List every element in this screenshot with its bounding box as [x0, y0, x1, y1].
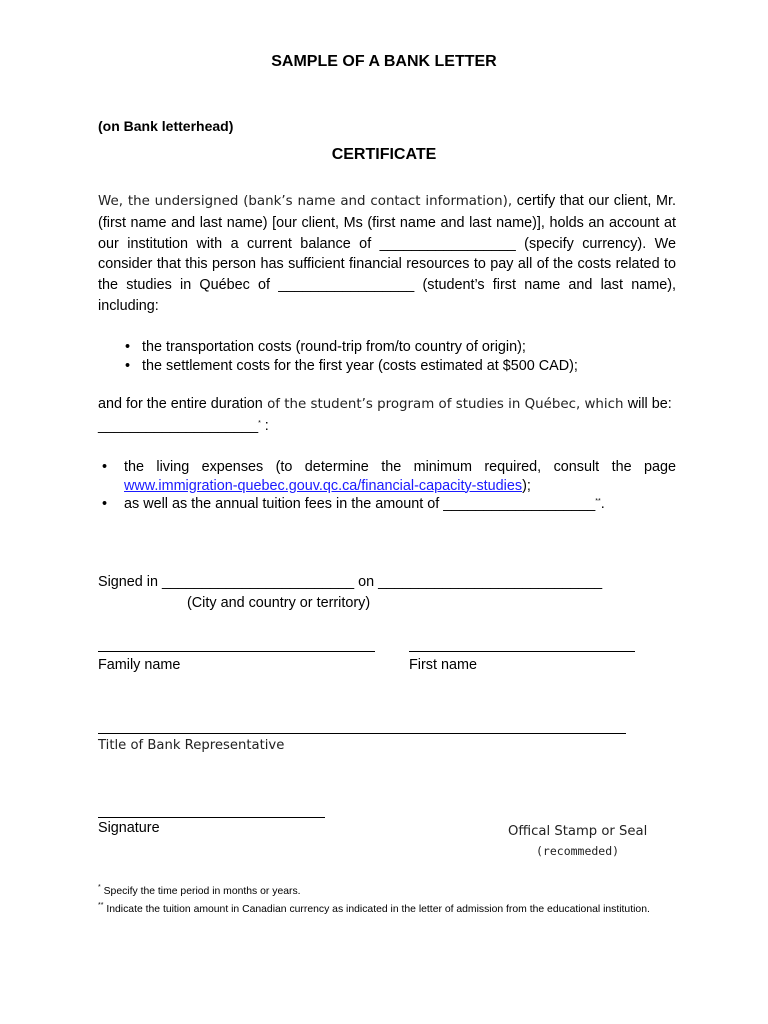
title-of-bank-representative-label: Title of Bank Representative	[98, 738, 285, 753]
footnote-marker: **	[98, 902, 104, 909]
city-country-label: (City and country or territory)	[187, 595, 371, 611]
duration-paragraph	[98, 394, 676, 437]
official-stamp-label: Offical Stamp or Seal	[508, 824, 648, 839]
duration-after: :	[260, 417, 269, 434]
certificate-heading: CERTIFICATE	[331, 146, 437, 163]
tuition-text: as well as the annual tuition fees in the amount of ___________________	[124, 496, 596, 512]
living-expenses-text: the living expenses (to determine the minimum required, consult the page	[124, 459, 676, 475]
paragraph-body: certify that our client, Mr. (first name and last name) [our client, Ms (first name and last name)], holds an account at our institution with a current balance of _________________ (specify currency). We consider that this person has sufficient financial resources to pay all of the costs related to the studies in Québec of _________________ (student’s first name and last name), including:	[98, 193, 677, 314]
family-name-label: Family name	[98, 657, 181, 673]
duration-end: will be:	[627, 396, 672, 412]
first-name-label: First name	[409, 657, 477, 673]
living-expenses-end: );	[522, 477, 531, 494]
capacity-studies-link[interactable]: www.immigration-quebec.gouv.qc.ca/financial-capacity-studies	[124, 477, 523, 494]
footnote-text: Indicate the tuition amount in Canadian currency as indicated in the letter of admission from the educational institution.	[103, 904, 650, 915]
list-item	[124, 495, 676, 514]
family-name-line	[98, 651, 375, 652]
certification-paragraph	[98, 191, 676, 317]
tuition-end: .	[600, 496, 605, 512]
paragraph-lead: We, the undersigned (bank’s name and contact information),	[98, 194, 513, 209]
footnote-marker: *	[98, 884, 101, 891]
list-item	[124, 458, 676, 495]
signature-label: Signature	[98, 820, 160, 836]
costs-list	[142, 338, 682, 375]
list-item: • the settlement costs for the first year (costs estimated at $500 CAD);	[142, 357, 682, 376]
expenses-list	[124, 458, 676, 514]
signature-line	[98, 817, 325, 818]
footnote-2	[98, 902, 676, 917]
list-item: • the transportation costs (round-trip from/to country of origin);	[142, 338, 682, 357]
first-name-line	[409, 651, 635, 652]
footnote-marker: *	[258, 419, 261, 427]
title-line	[98, 733, 626, 734]
letterhead-note: (on Bank letterhead)	[98, 118, 234, 134]
duration-blank: ____________________	[98, 417, 259, 434]
footnote-text: Specify the time period in months or years.	[100, 886, 301, 897]
duration-start: and for the entire duration	[98, 396, 263, 412]
document-title: SAMPLE OF A BANK LETTER	[271, 53, 497, 70]
signed-in-line: Signed in ________________________ on ____________________________	[98, 574, 603, 590]
recommended-label: (recommeded)	[536, 844, 620, 858]
footnote-marker: **	[595, 498, 601, 505]
duration-middle: of the student’s program of studies in Québec, which	[262, 397, 628, 412]
footnote-1	[98, 884, 676, 899]
